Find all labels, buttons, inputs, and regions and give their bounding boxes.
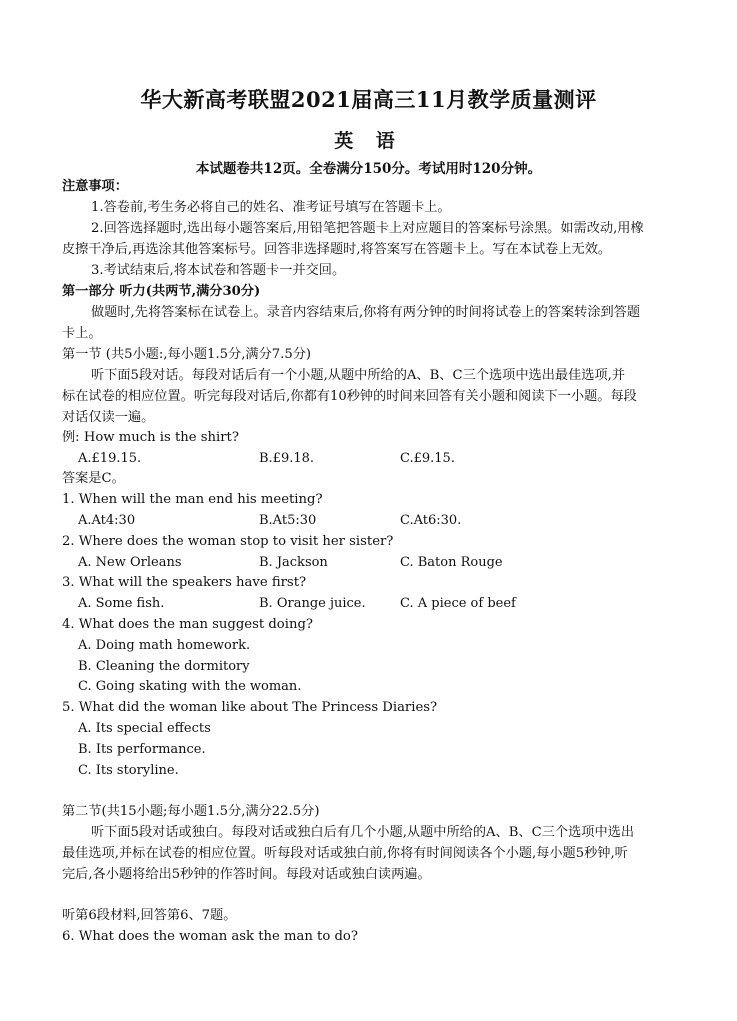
example-question: 例: How much is the shirt?: [62, 430, 239, 445]
section1-intro-line-3: 对话仅读一遍。: [62, 410, 155, 425]
question-6: 6. What does the woman ask the man to do?: [62, 929, 358, 944]
notice-item-2-line-1: 2.回答选择题时,选出每小题答案后,用铅笔把答题卡上对应题目的答案标号涂黑。如需改动,用橡: [91, 221, 644, 236]
notice-heading: 注意事项：: [62, 179, 128, 194]
question-3: 3. What will the speakers have first?: [62, 575, 307, 590]
material-6-heading: 听第6段材料,回答第6、7题。: [62, 908, 237, 923]
section1-heading: 第一节 (共5小题:,每小题1.5分,满分7.5分): [62, 347, 312, 362]
section2-heading: 第二节(共15小题;每小题1.5分,满分22.5分): [62, 804, 320, 819]
question-1-option-b: B.At5:30: [259, 513, 317, 528]
question-2-option-c: C. Baton Rouge: [400, 555, 503, 570]
question-3-option-c: C. A piece of beef: [400, 596, 516, 611]
question-3-option-a: A. Some fish.: [78, 596, 165, 611]
question-4-option-b: B. Cleaning the dormitory: [78, 659, 250, 674]
notice-item-1: 1.答卷前,考生务必将自己的姓名、准考证号填写在答题卡上。: [91, 200, 451, 215]
part1-heading: 第一部分 听力(共两节,满分30分): [62, 284, 261, 299]
section2-intro-line-1: 听下面5段对话或独白。每段对话或独白后有几个小题,从题中所给的A、B、C三个选项中选出: [91, 825, 635, 840]
notice-item-3: 3.考试结束后,将本试卷和答题卡一并交回。: [91, 263, 346, 278]
question-2: 2. Where does the woman stop to visit her sister?: [62, 534, 394, 549]
question-1-option-c: C.At6:30.: [400, 513, 462, 528]
example-option-b: B.£9.18.: [259, 451, 315, 466]
question-4-option-a: A. Doing math homework.: [78, 638, 251, 653]
example-answer: 答案是C。: [62, 471, 125, 486]
notice-item-2-line-2: 皮擦干净后,再选涂其他答案标号。回答非选择题时,将答案写在答题卡上。写在本试卷上无效。: [62, 242, 612, 257]
question-5: 5. What did the woman like about The Princess Diaries?: [62, 700, 438, 715]
section1-intro-line-2: 标在试卷的相应位置。听完每段对话后,你都有10秒钟的时间来回答有关小题和阅读下一小题。每段: [62, 389, 637, 404]
subject-title: 英 语: [334, 130, 403, 152]
question-2-option-b: B. Jackson: [259, 555, 328, 570]
question-1-option-a: A.At4:30: [78, 513, 136, 528]
question-3-option-b: B. Orange juice.: [259, 596, 366, 611]
question-5-option-a: A. Its special effects: [78, 721, 211, 736]
section2-intro-line-3: 完后,各小题将给出5秒钟的作答时间。每段对话或独白读两遍。: [62, 867, 431, 882]
part1-intro-line-2: 卡上。: [62, 326, 102, 341]
question-5-option-b: B. Its performance.: [78, 742, 206, 757]
question-1: 1. When will the man end his meeting?: [62, 492, 323, 507]
question-4: 4. What does the man suggest doing?: [62, 617, 313, 632]
example-option-c: C.£9.15.: [400, 451, 455, 466]
exam-info: 本试题卷共12页。全卷满分150分。考试用时120分钟。: [195, 161, 542, 177]
section2-intro-line-2: 最佳选项,并标在试卷的相应位置。听每段对话或独白前,你将有时间阅读各个小题,每小题5秒钟,听: [62, 846, 628, 861]
example-option-a: A.£19.15.: [78, 451, 142, 466]
question-2-option-a: A. New Orleans: [78, 555, 182, 570]
exam-title: 华大新高考联盟2021届高三11月教学质量测评: [140, 87, 597, 112]
question-4-option-c: C. Going skating with the woman.: [78, 679, 302, 694]
section1-intro-line-1: 听下面5段对话。每段对话后有一个小题,从题中所给的A、B、C三个选项中选出最佳选项,并: [91, 368, 626, 383]
question-5-option-c: C. Its storyline.: [78, 763, 179, 778]
part1-intro-line-1: 做题时,先将答案标在试卷上。录音内容结束后,你将有两分钟的时间将试卷上的答案转涂到答题: [91, 305, 641, 320]
